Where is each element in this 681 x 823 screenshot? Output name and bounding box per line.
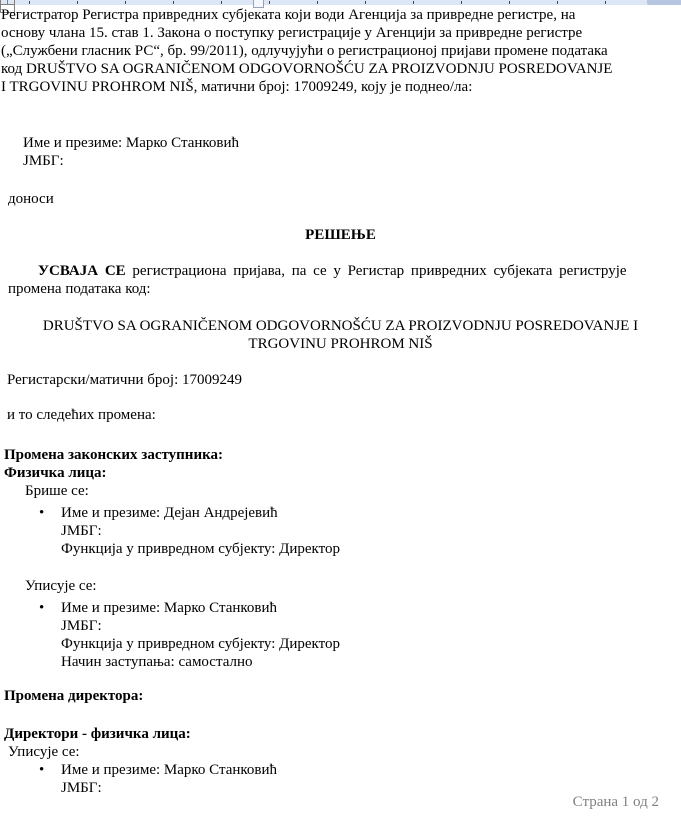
intro-paragraph xyxy=(1,6,681,96)
section2-title: Промена директора: xyxy=(4,688,144,704)
ruler-end-cap xyxy=(647,0,681,5)
person-role-line: Функција у привредном субјекту: Директор xyxy=(61,541,341,557)
ruler-tick xyxy=(221,1,222,4)
add-label-section2: Уписује се: xyxy=(8,744,80,760)
company-name-line-1: DRUŠTVO SA OGRANIČENOM ODGOVORNOŠĆU ZA PROIZVODNJU POSREDOVANJE I xyxy=(42,318,639,334)
page-number: Страна 1 од 2 xyxy=(572,794,659,810)
applicant-block xyxy=(23,134,681,170)
section2-subtitle: Директори - физичка лица: xyxy=(4,726,191,742)
decision-line-2: промена података код: xyxy=(8,281,151,297)
list-item-added-representative xyxy=(0,599,681,671)
ruler-tick xyxy=(365,1,366,4)
intro-line-1: Регистратор Регистра привредних субјеката који води Агенција за привредне регистре, на xyxy=(1,7,576,23)
ruler-tick xyxy=(317,1,318,4)
decision-bold-text: УСВАЈА СЕ xyxy=(38,263,126,279)
person-representation-line: Начин заступања: самостално xyxy=(61,654,253,670)
ruler-tick xyxy=(77,1,78,4)
resolution-heading: РЕШЕЊЕ xyxy=(305,227,376,243)
intro-line-3: („Службени гласник РС“, бр. 99/2011), одлучујући о регистрационој пријави промене података xyxy=(1,43,608,59)
document-page xyxy=(0,6,681,797)
person-jmbg-line: ЈМБГ: xyxy=(61,523,102,539)
ruler-tick xyxy=(269,1,270,4)
intro-line-5: I TRGOVINU PROHROM NIŠ, матични број: 17009249, коју је поднео/ла: xyxy=(1,79,473,95)
applicant-jmbg-line: ЈМБГ: xyxy=(23,153,64,169)
person-jmbg-line: ЈМБГ: xyxy=(61,780,102,796)
person-name-line: • Име и презиме: Дејан Андрејевић xyxy=(61,504,681,522)
ruler-tick xyxy=(509,1,510,4)
ruler-tick xyxy=(461,1,462,4)
donosi-text: доноси xyxy=(8,191,54,207)
ruler-tick xyxy=(173,1,174,4)
list-item-added-director xyxy=(0,761,681,797)
ruler-tick xyxy=(605,1,606,4)
decision-line-1 xyxy=(8,262,681,280)
ruler-tick xyxy=(125,1,126,4)
person-name-line: • Име и презиме: Марко Станковић xyxy=(61,599,681,617)
ruler-tick xyxy=(557,1,558,4)
changes-intro-line: и то следећих промена: xyxy=(7,407,156,423)
list-item-deleted-person xyxy=(0,504,681,558)
registration-number-line: Регистарски/матични број: 17009249 xyxy=(7,372,242,388)
intro-line-4: код DRUŠTVO SA OGRANIČENOM ODGOVORNOŠĆU ZA PROIZVODNJU POSREDOVANJE xyxy=(1,61,613,77)
decision-rest-text: регистрациона пријава, па се у Регистар привредних субјеката региструје xyxy=(125,263,627,279)
person-jmbg-line: ЈМБГ: xyxy=(61,618,102,634)
company-name-line-2: TRGOVINU PROHROM NIŠ xyxy=(248,336,433,352)
section1-subtitle: Физичка лица: xyxy=(4,465,107,481)
delete-label: Брише се: xyxy=(25,483,89,499)
person-role-line: Функција у привредном субјекту: Директор xyxy=(61,636,341,652)
ruler-tick xyxy=(29,1,30,4)
section1-title: Промена законских заступника: xyxy=(4,447,223,463)
ruler-strip xyxy=(0,0,681,5)
person-name-line: • Име и презиме: Марко Станковић xyxy=(61,761,681,779)
company-name-block xyxy=(0,317,681,353)
intro-line-2: основу члана 15. став 1. Закона о поступку регистрације у Агенцији за привредне регистре xyxy=(1,25,583,41)
ruler-tick xyxy=(413,1,414,4)
add-label-section1: Уписује се: xyxy=(25,578,97,594)
applicant-name-line: Име и презиме: Марко Станковић xyxy=(23,135,240,151)
